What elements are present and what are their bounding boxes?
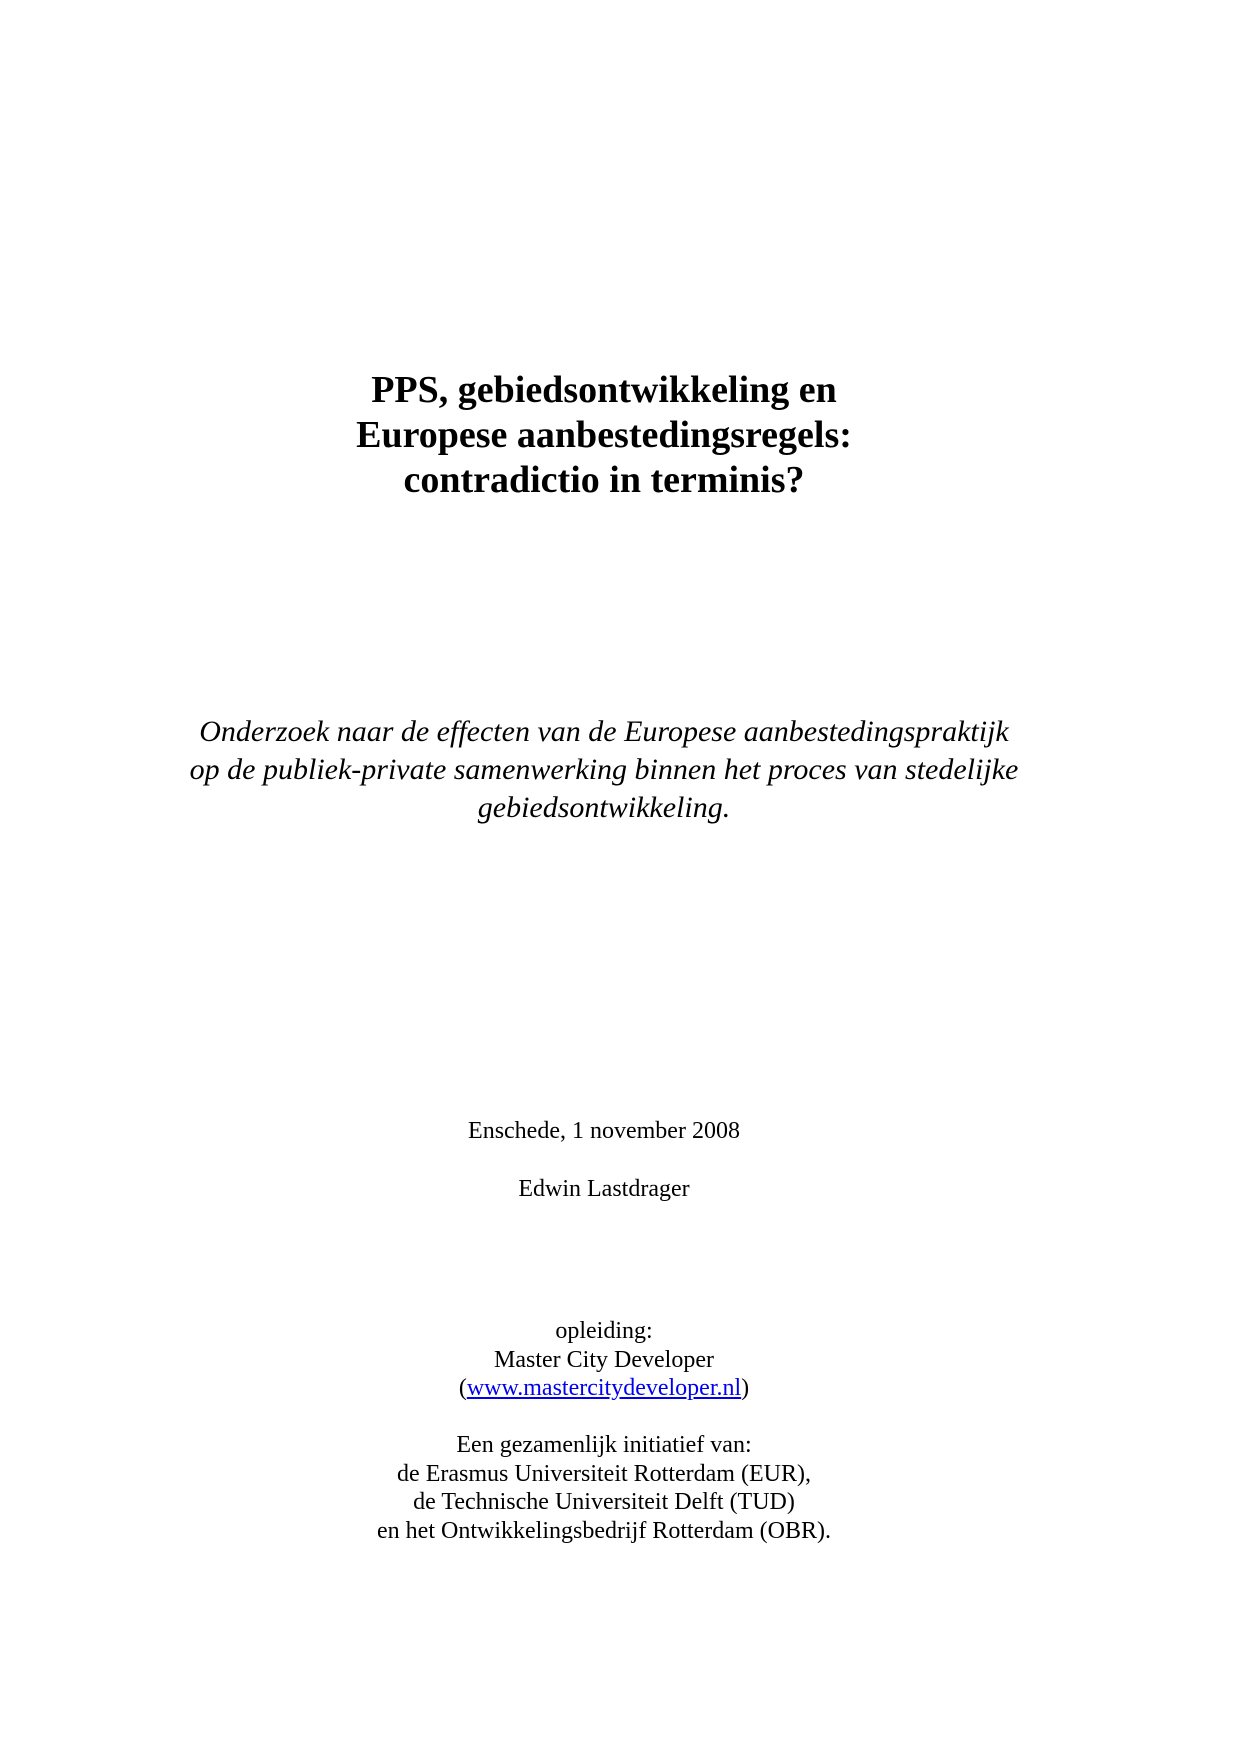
author-name: Edwin Lastdrager <box>518 1176 690 1202</box>
title-line-3: contradictio in terminis? <box>403 459 805 501</box>
education-url-line <box>0 1374 1208 1403</box>
initiative-line-1: Een gezamenlijk initiatief van: <box>456 1432 752 1458</box>
subtitle-line-1: Onderzoek naar de effecten van de Europese aanbestedingspraktijk <box>199 715 1009 748</box>
subtitle-line-2: op de publiek-private samenwerking binnen het proces van stedelijke <box>189 753 1019 786</box>
initiative-line-2: de Erasmus Universiteit Rotterdam (EUR), <box>397 1460 811 1487</box>
initiative-block <box>0 1431 1208 1545</box>
initiative-line-4: en het Ontwikkelingsbedrijf Rotterdam (OBR). <box>377 1517 831 1544</box>
close-paren: ) <box>741 1375 750 1401</box>
document-title <box>0 368 1208 503</box>
subtitle-line-3: gebiedsontwikkeling. <box>477 791 731 824</box>
education-program: Master City Developer <box>494 1346 714 1373</box>
document-subtitle <box>0 713 1208 827</box>
education-block <box>0 1317 1208 1403</box>
title-line-1: PPS, gebiedsontwikkeling en <box>371 369 837 411</box>
program-website-link[interactable]: www.mastercitydeveloper.nl <box>466 1375 742 1401</box>
open-paren: ( <box>458 1375 467 1401</box>
title-line-2: Europese aanbestedingsregels: <box>356 414 852 456</box>
education-label: opleiding: <box>555 1318 653 1344</box>
place-date: Enschede, 1 november 2008 <box>468 1118 740 1144</box>
initiative-line-3: de Technische Universiteit Delft (TUD) <box>413 1489 795 1515</box>
